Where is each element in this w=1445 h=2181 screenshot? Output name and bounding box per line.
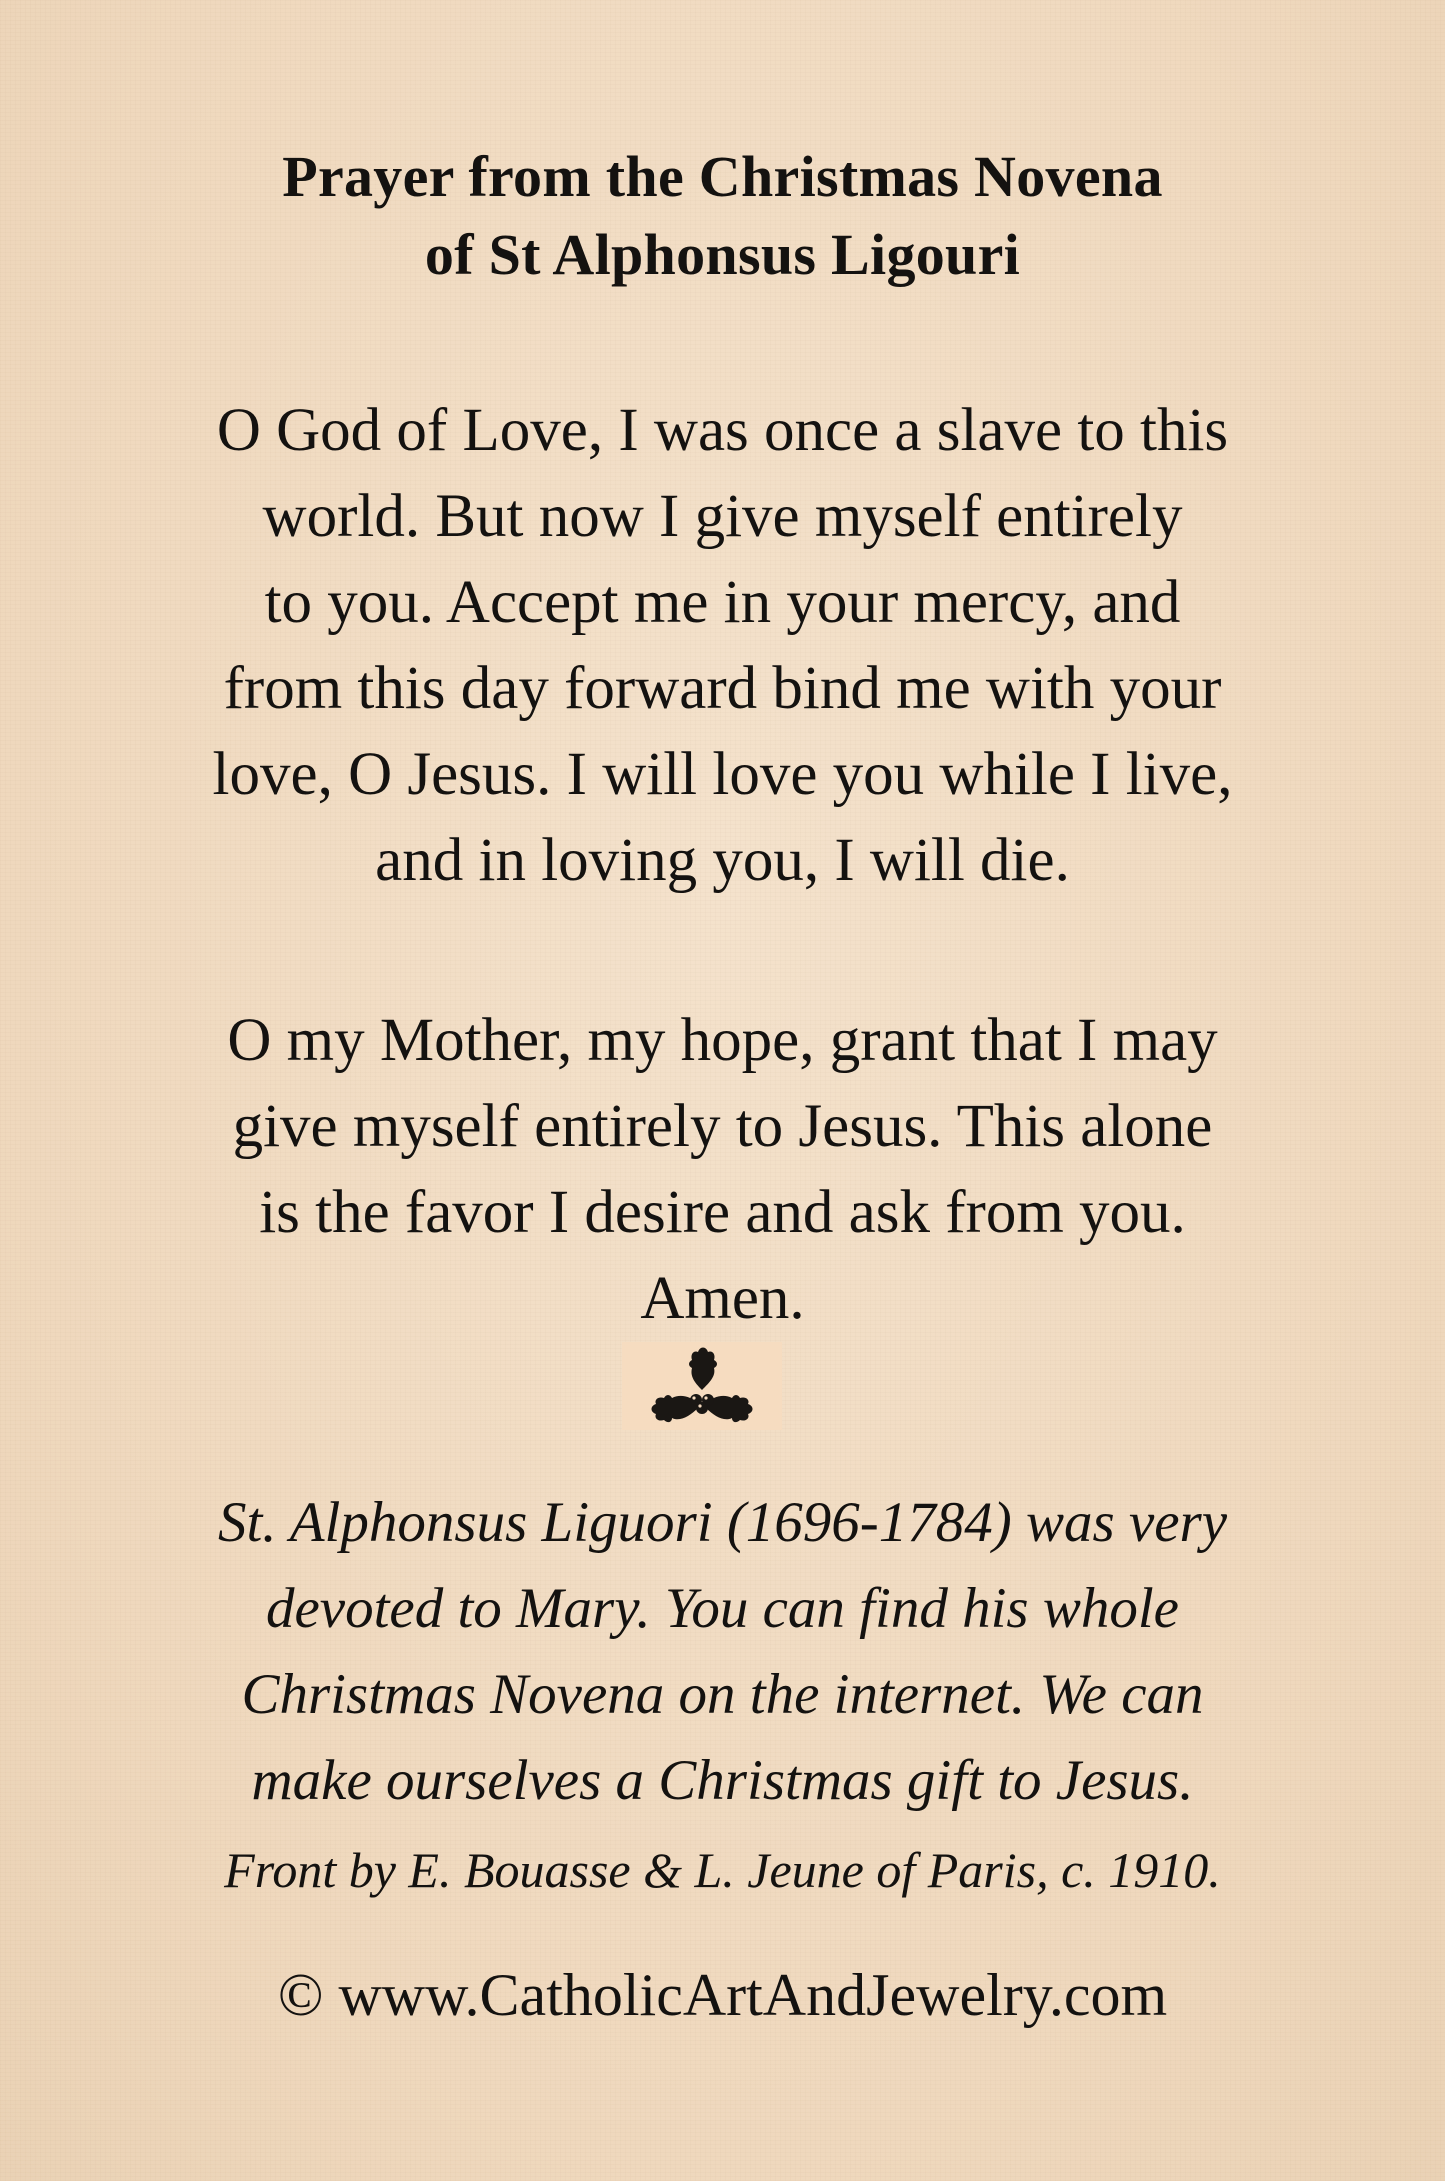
note-line: devoted to Mary. You can find his whole xyxy=(265,1577,1179,1640)
title-line-1: Prayer from the Christmas Novena xyxy=(282,144,1163,209)
note-line: Christmas Novena on the internet. We can xyxy=(241,1663,1204,1726)
prayer-line: give myself entirely to Jesus. This alone xyxy=(232,1093,1213,1160)
biography-note xyxy=(0,1480,1445,1824)
prayer-line: is the favor I desire and ask from you. xyxy=(259,1179,1186,1246)
copyright-website: © www.CatholicArtAndJewelry.com xyxy=(277,1962,1168,2028)
prayer-line: love, O Jesus. I will love you while I live, xyxy=(212,741,1233,808)
amen-line: Amen. xyxy=(640,1265,805,1332)
prayer-line: to you. Accept me in your mercy, and xyxy=(264,569,1181,636)
prayer-line: O my Mother, my hope, grant that I may xyxy=(227,1007,1218,1074)
prayer-line: from this day forward bind me with your xyxy=(223,655,1222,722)
prayer-paragraph-1 xyxy=(0,388,1445,904)
title-line-2: of St Alphonsus Ligouri xyxy=(424,222,1021,287)
prayer-line: and in loving you, I will die. xyxy=(375,827,1070,894)
note-line: St. Alphonsus Liguori (1696-1784) was very xyxy=(217,1491,1228,1554)
image-credit: Front by E. Bouasse & L. Jeune of Paris, c. 1910. xyxy=(224,1842,1221,1898)
page-title xyxy=(0,138,1445,294)
prayer-line: O God of Love, I was once a slave to this xyxy=(216,397,1229,464)
holly-icon xyxy=(622,1342,782,1430)
prayer-paragraph-2 xyxy=(0,998,1445,1342)
prayer-line: world. But now I give myself entirely xyxy=(262,483,1183,550)
note-line: make ourselves a Christmas gift to Jesus. xyxy=(251,1749,1194,1812)
